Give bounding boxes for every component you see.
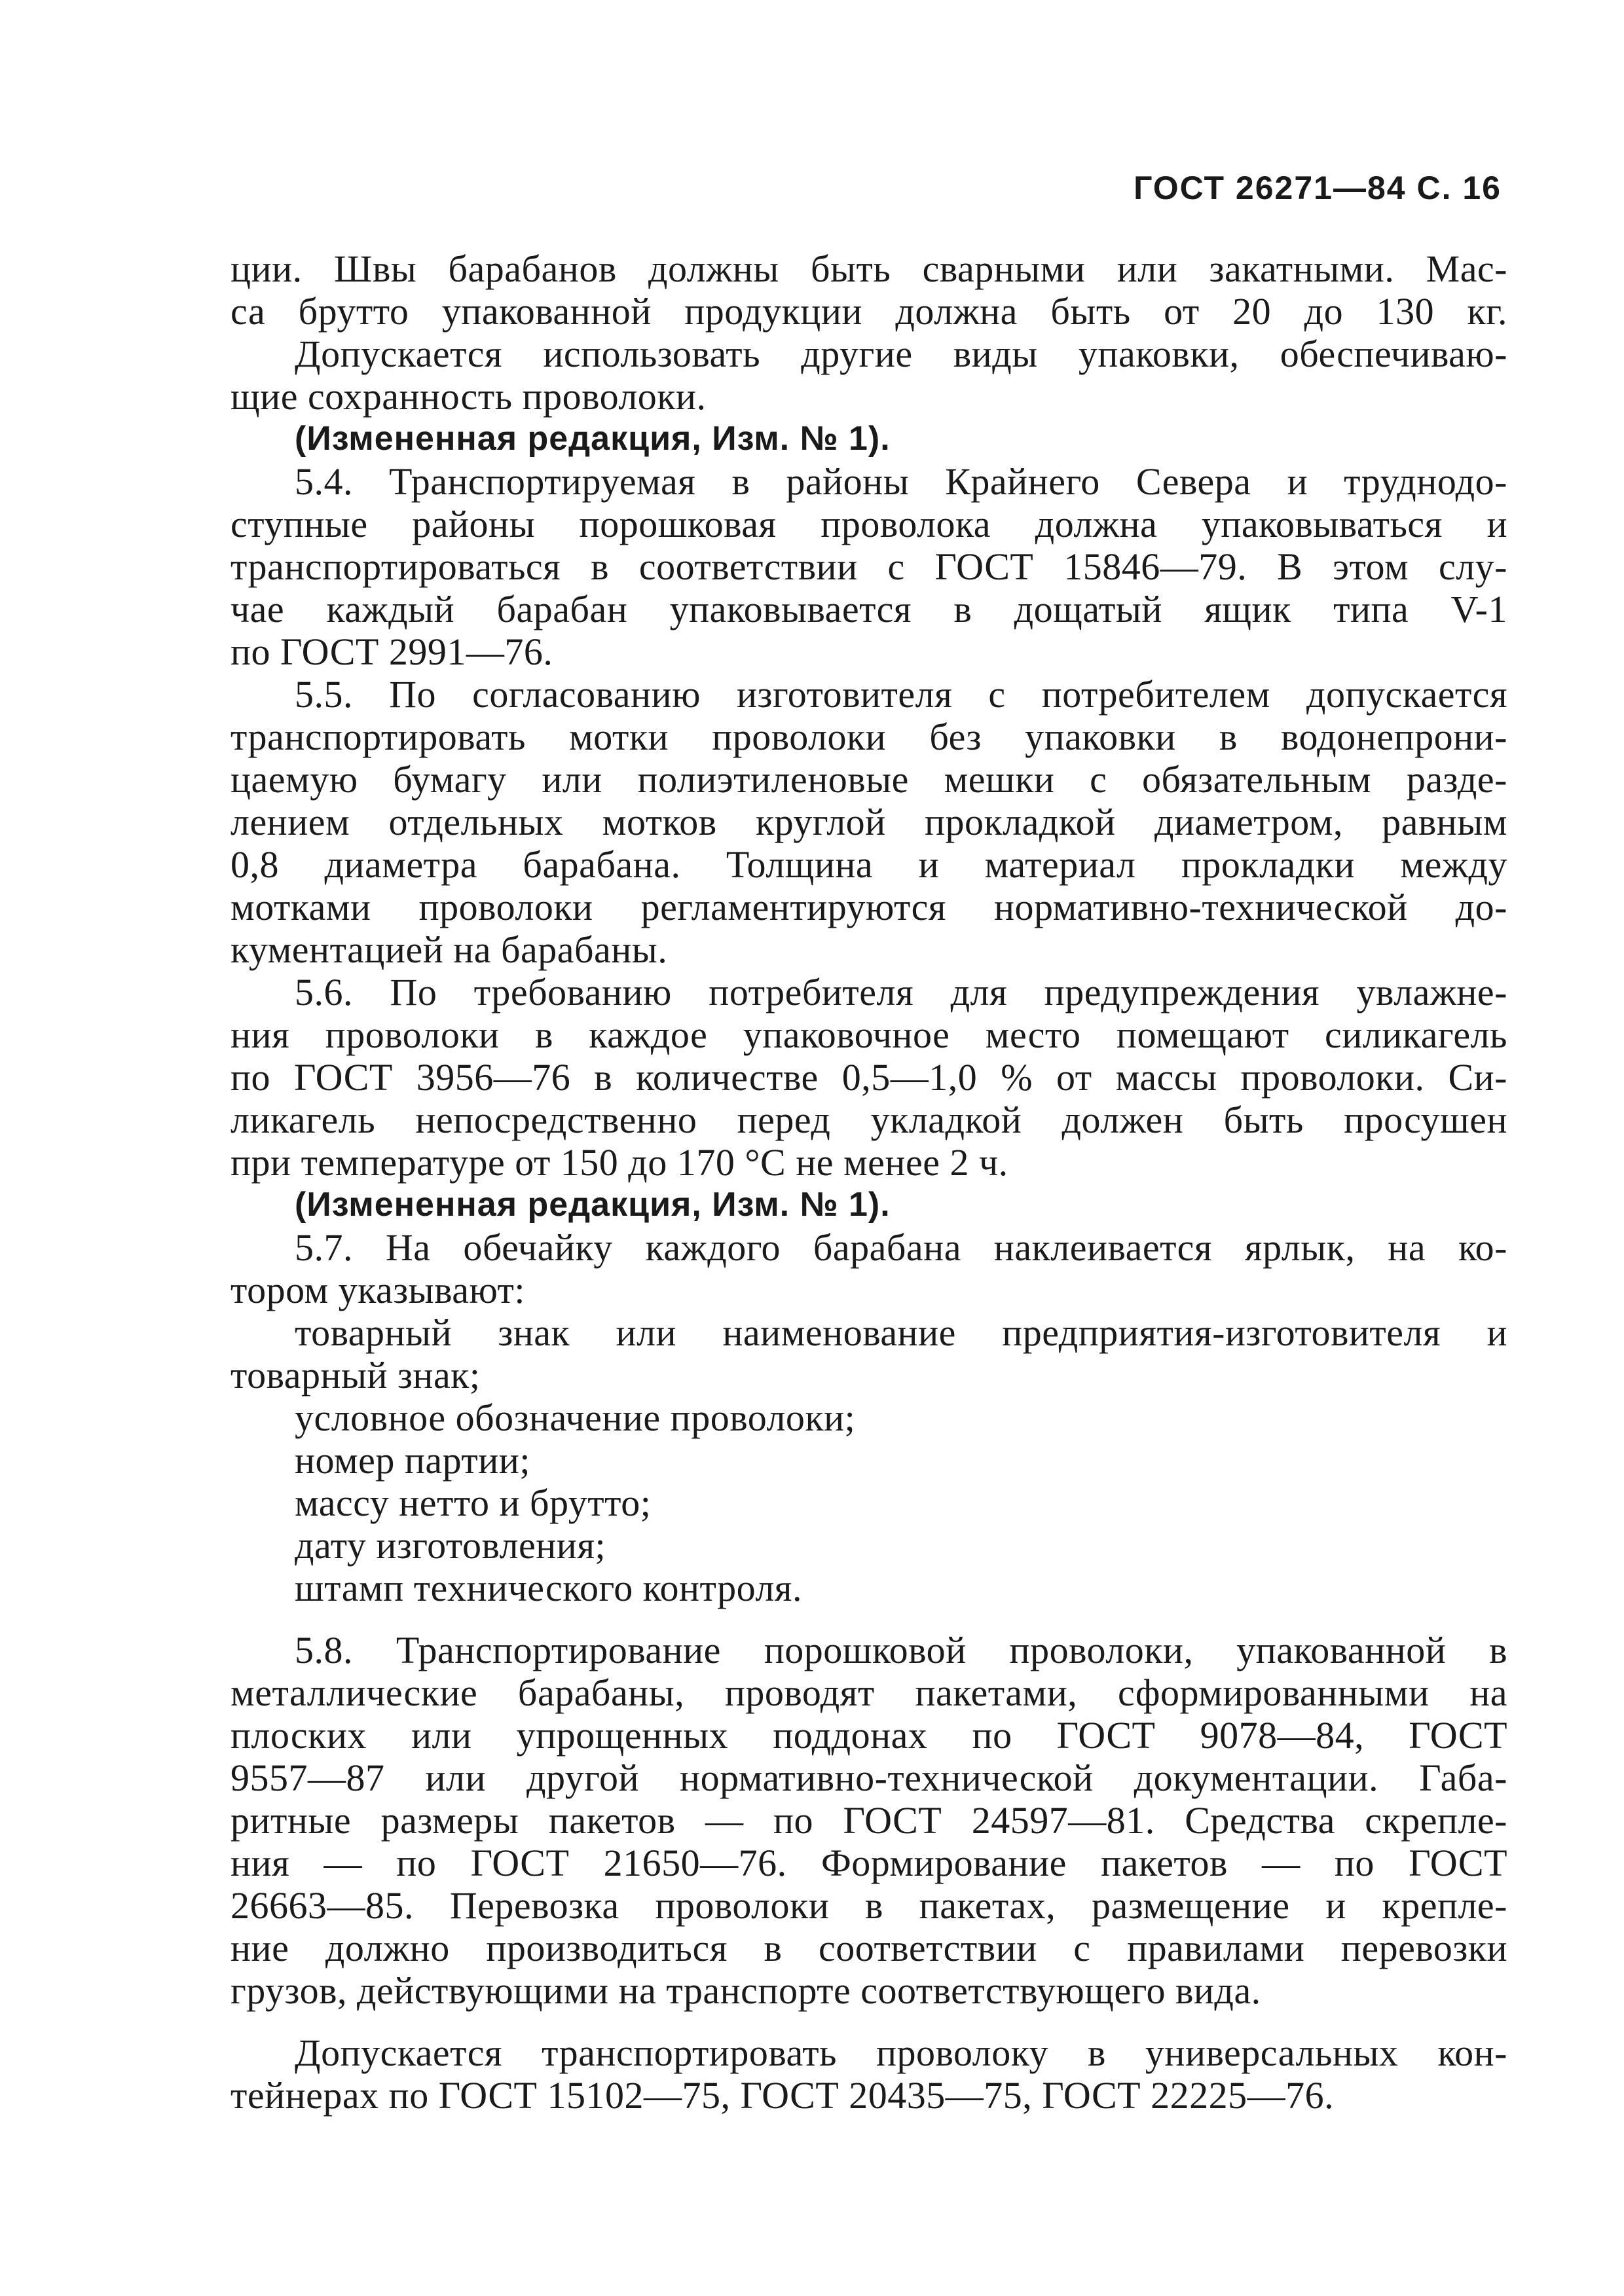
text-line: условное обозначение проволоки;: [295, 1396, 856, 1439]
amendment-note: (Измененная редакция, Изм. № 1).: [295, 1186, 891, 1224]
paragraph-gap: [231, 2012, 1507, 2032]
text-line: 5.5. По согласованию изготовителя с потребителем допускается: [295, 673, 1507, 716]
text-line: ния проволоки в каждое упаковочное место помещают силикагель: [231, 1013, 1507, 1056]
text-line: 0,8 диаметра барабана. Толщина и материал прокладки между: [231, 843, 1507, 886]
text-line: ступные районы порошковая проволока должна упаковываться и: [231, 503, 1507, 545]
text-line: по ГОСТ 2991—76.: [231, 630, 553, 673]
text-line: дату изготовления;: [295, 1524, 606, 1567]
amendment-note: (Измененная редакция, Изм. № 1).: [295, 420, 891, 458]
text-line: цаемую бумагу или полиэтиленовые мешки с обязательным разде-: [231, 758, 1507, 801]
page-header: ГОСТ 26271—84 С. 16: [1134, 170, 1502, 206]
text-line: по ГОСТ 3956—76 в количестве 0,5—1,0 % от массы проволоки. Си-: [231, 1056, 1507, 1099]
text-line: ние должно производиться в соответствии с правилами перевозки: [231, 1927, 1507, 1969]
document-body: [231, 247, 1507, 2117]
text-line: 5.4. Транспортируемая в районы Крайнего Севера и труднодо-: [295, 460, 1507, 503]
text-line: 5.7. На обечайку каждого барабана наклеивается ярлык, на ко-: [295, 1226, 1507, 1269]
text-line: Допускается транспортировать проволоку в универсальных кон-: [295, 2032, 1507, 2074]
text-line: 26663—85. Перевозка проволоки в пакетах, размещение и крепле-: [231, 1884, 1507, 1927]
text-line: металлические барабаны, проводят пакетами, сформированными на: [231, 1671, 1507, 1714]
text-line: ритные размеры пакетов — по ГОСТ 24597—81. Средства скрепле-: [231, 1799, 1507, 1842]
text-line: 5.8. Транспортирование порошковой проволоки, упакованной в: [295, 1629, 1507, 1671]
text-line: Допускается использовать другие виды упаковки, обеспечиваю-: [295, 333, 1507, 375]
text-line: грузов, действующими на транспорте соответствующего вида.: [231, 1969, 1261, 2012]
text-line: са брутто упакованной продукции должна быть от 20 до 130 кг.: [231, 290, 1507, 333]
text-line: при температуре от 150 до 170 °С не менее 2 ч.: [231, 1141, 1008, 1184]
text-line: товарный знак;: [231, 1354, 481, 1396]
text-line: ния — по ГОСТ 21650—76. Формирование пакетов — по ГОСТ: [231, 1842, 1507, 1884]
text-line: массу нетто и брутто;: [295, 1482, 652, 1524]
text-line: транспортировать мотки проволоки без упаковки в водонепрони-: [231, 716, 1507, 758]
text-line: 5.6. По требованию потребителя для предупреждения увлажне-: [295, 971, 1507, 1013]
text-line: ликагель непосредственно перед укладкой должен быть просушен: [231, 1099, 1507, 1141]
text-line: мотками проволоки регламентируются нормативно-технической до-: [231, 886, 1507, 928]
text-line: штамп технического контроля.: [295, 1567, 802, 1609]
text-line: 9557—87 или другой нормативно-технической документации. Габа-: [231, 1757, 1507, 1799]
text-line: тором указывают:: [231, 1269, 525, 1311]
text-line: щие сохранность проволоки.: [231, 375, 707, 418]
text-line: транспортироваться в соответствии с ГОСТ 15846—79. В этом слу-: [231, 545, 1507, 588]
text-line: чае каждый барабан упаковывается в дощатый ящик типа V-1: [231, 588, 1507, 630]
paragraph-gap: [231, 1609, 1507, 1629]
text-line: тейнерах по ГОСТ 15102—75, ГОСТ 20435—75, ГОСТ 22225—76.: [231, 2074, 1335, 2117]
text-line: лением отдельных мотков круглой прокладкой диаметром, равным: [231, 801, 1507, 843]
text-line: кументацией на барабаны.: [231, 928, 668, 971]
text-line: товарный знак или наименование предприятия-изготовителя и: [295, 1311, 1507, 1354]
text-line: ции. Швы барабанов должны быть сварными или закатными. Мас-: [231, 247, 1507, 290]
text-line: номер партии;: [295, 1439, 530, 1482]
text-line: плоских или упрощенных поддонах по ГОСТ 9078—84, ГОСТ: [231, 1714, 1507, 1757]
